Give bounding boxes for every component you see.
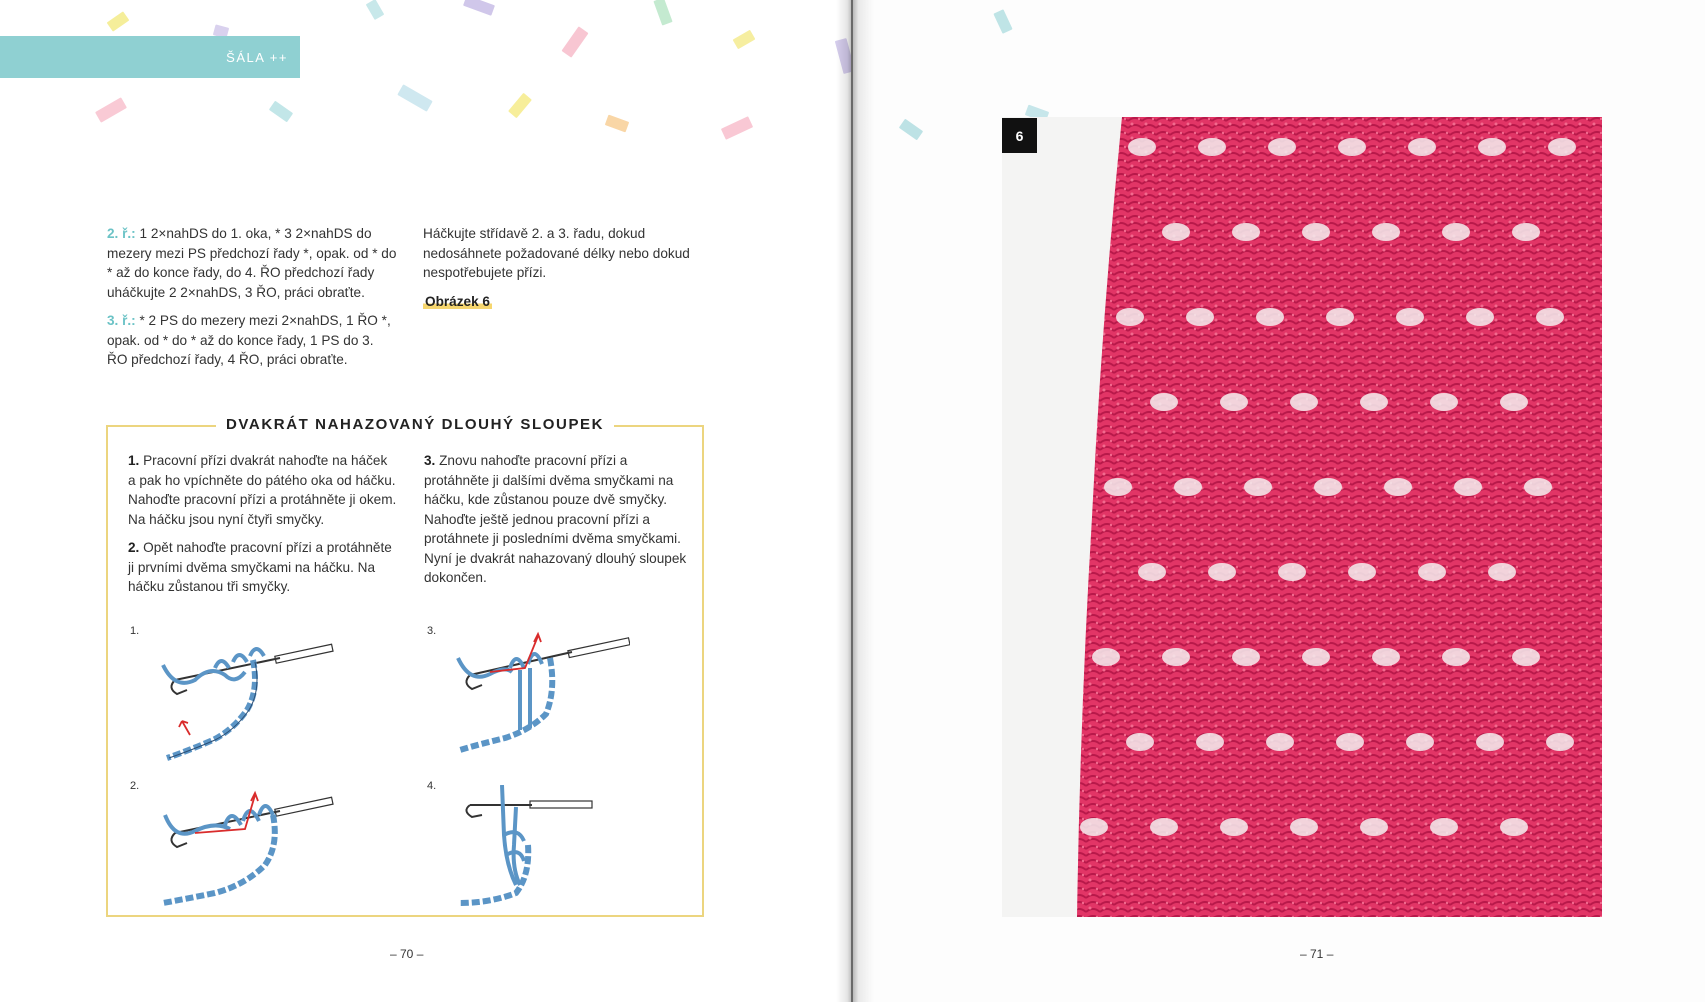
swatch-hole [1348, 563, 1376, 581]
swatch-hole [1536, 308, 1564, 326]
swatch-hole [1138, 563, 1166, 581]
swatch-hole [1512, 648, 1540, 666]
diagram-4-label: 4. [427, 780, 437, 792]
swatch-hole [1302, 648, 1330, 666]
gutter-shadow [836, 0, 852, 1002]
confetti-decoration [733, 30, 756, 50]
figure-reference: Obrázek 6 [423, 292, 492, 312]
technique-box-title: DVAKRÁT NAHAZOVANÝ DLOUHÝ SLOUPEK [216, 416, 614, 433]
left-page [0, 0, 852, 1002]
photo-number-tag: 6 [1002, 118, 1037, 153]
confetti-decoration [605, 115, 629, 133]
swatch-hole [1278, 563, 1306, 581]
section-tab-label: ŠÁLA ++ [226, 49, 288, 65]
swatch-hole [1162, 223, 1190, 241]
confetti-decoration [107, 11, 130, 31]
diagram-2-label: 2. [130, 780, 140, 792]
swatch-hole [1198, 138, 1226, 156]
swatch-hole [1162, 648, 1190, 666]
row-3-text: * 2 PS do mezery mezi 2×nahDS, 1 ŘO *, opak. od * do * až do konce řady, 1 PS do 3. ŘO předchozí řady, 4 ŘO, práci obraťte. [107, 313, 391, 367]
confetti-decoration [397, 84, 432, 111]
swatch-hole [1256, 308, 1284, 326]
step-3-text: Znovu nahoďte pracovní přízi a protáhněte ji dalšími dvěma smyčkami na háčku, kde zůstanou pouze dvě smyčky. Nahoďte ještě jednou pracovní přízi a protáhnete ji posledními dvěma smyčkami. Nyní je dvakrát nahazovaný dlouhý sloupek dokončen. [424, 453, 687, 585]
step-3 [424, 451, 694, 588]
step-1 [128, 451, 398, 529]
confetti-decoration [95, 97, 127, 122]
confetti-decoration [653, 0, 672, 26]
swatch-hole [1524, 478, 1552, 496]
swatch-hole [1360, 393, 1388, 411]
swatch-hole [1430, 818, 1458, 836]
crochet-swatch-photo [1002, 117, 1602, 917]
swatch-hole [1478, 138, 1506, 156]
swatch-hole [1384, 478, 1412, 496]
confetti-decoration [463, 0, 495, 16]
step-3-number: 3. [424, 453, 436, 468]
instructions-right-column [423, 224, 713, 311]
swatch-hole [1080, 818, 1108, 836]
confetti-decoration [269, 101, 293, 123]
swatch-hole [1336, 733, 1364, 751]
crochet-diagram-3 [450, 630, 630, 770]
repeat-instruction: Háčkujte střídavě 2. a 3. řadu, dokud nedosáhnete požadované délky nebo dokud nespotřebujete přízi. [423, 226, 690, 280]
confetti-decoration [993, 9, 1012, 34]
swatch-hole [1314, 478, 1342, 496]
technique-steps-left [128, 451, 398, 606]
step-1-text: Pracovní přízi dvakrát nahoďte na háček a pak ho vpíchněte do pátého oka od háčku. Nahoďte pracovní přízi a protáhněte ji okem. Na háčku jsou nyní čtyři smyčky. [128, 453, 397, 527]
swatch-hole [1360, 818, 1388, 836]
swatch-hole [1174, 478, 1202, 496]
step-2 [128, 538, 398, 597]
swatch-hole [1406, 733, 1434, 751]
swatch-hole [1196, 733, 1224, 751]
diagram-1-label: 1. [130, 625, 140, 637]
row-3-label: 3. ř.: [107, 313, 136, 328]
swatch-hole [1208, 563, 1236, 581]
row-2-text: 1 2×nahDS do 1. oka, * 3 2×nahDS do mezery mezi PS předchozí řady *, opak. od * do * až do konce řady, do 4. ŘO předchozí řady uháčkujte 2 2×nahDS, 3 ŘO, práci obraťte. [107, 226, 397, 300]
swatch-hole [1442, 223, 1470, 241]
swatch-hole [1396, 308, 1424, 326]
step-1-number: 1. [128, 453, 140, 468]
confetti-decoration [899, 119, 923, 141]
swatch-hole [1500, 393, 1528, 411]
swatch-hole [1476, 733, 1504, 751]
swatch-hole [1454, 478, 1482, 496]
row-3-instruction [107, 311, 397, 370]
crochet-diagram-1 [155, 630, 335, 770]
row-2-instruction [107, 224, 397, 302]
swatch-hole [1430, 393, 1458, 411]
swatch-hole [1104, 478, 1132, 496]
swatch-hole [1244, 478, 1272, 496]
swatch-hole [1116, 308, 1144, 326]
swatch-hole [1232, 648, 1260, 666]
confetti-decoration [561, 26, 588, 57]
gutter-shadow [852, 0, 874, 1002]
technique-steps-right [424, 451, 694, 597]
swatch-hole [1290, 818, 1318, 836]
confetti-decoration [721, 116, 753, 140]
confetti-decoration [366, 0, 385, 20]
page-number-left: – 70 – [390, 947, 424, 961]
swatch-hole [1232, 223, 1260, 241]
swatch-hole [1466, 308, 1494, 326]
swatch-hole [1128, 138, 1156, 156]
swatch-hole [1126, 733, 1154, 751]
confetti-decoration [508, 93, 532, 118]
swatch-hole [1326, 308, 1354, 326]
swatch-hole [1488, 563, 1516, 581]
swatch-hole [1512, 223, 1540, 241]
swatch-hole [1220, 393, 1248, 411]
crochet-diagram-4 [450, 785, 630, 915]
swatch-hole [1548, 138, 1576, 156]
swatch-hole [1546, 733, 1574, 751]
swatch-hole [1220, 818, 1248, 836]
swatch-hole [1150, 393, 1178, 411]
swatch-hole [1092, 648, 1120, 666]
swatch-hole [1266, 733, 1294, 751]
swatch-hole [1372, 223, 1400, 241]
swatch-hole [1442, 648, 1470, 666]
swatch-hole [1302, 223, 1330, 241]
swatch-hole [1338, 138, 1366, 156]
swatch-hole [1290, 393, 1318, 411]
swatch-hole [1372, 648, 1400, 666]
swatch-hole [1500, 818, 1528, 836]
swatch-hole [1186, 308, 1214, 326]
page-number-right: – 71 – [1300, 947, 1334, 961]
step-2-number: 2. [128, 540, 140, 555]
gutter-line [851, 0, 853, 1002]
instructions-left-column [107, 224, 397, 379]
section-tab [0, 36, 300, 78]
swatch-hole [1408, 138, 1436, 156]
swatch-hole [1268, 138, 1296, 156]
swatch-hole [1418, 563, 1446, 581]
swatch-hole [1150, 818, 1178, 836]
step-2-text: Opět nahoďte pracovní přízi a protáhněte ji prvními dvěma smyčkami na háčku. Na háčku zůstanou tři smyčky. [128, 540, 392, 594]
row-2-label: 2. ř.: [107, 226, 136, 241]
diagram-3-label: 3. [427, 625, 437, 637]
crochet-diagram-2 [155, 785, 335, 915]
